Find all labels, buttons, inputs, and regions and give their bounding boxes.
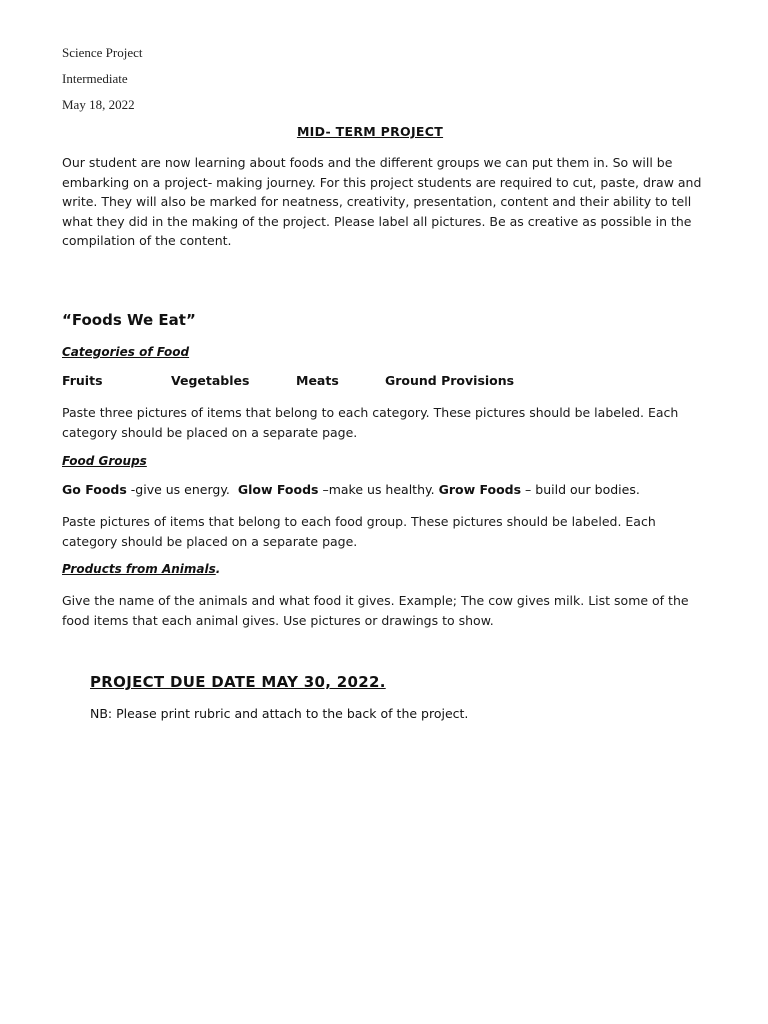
categories-instruction: Paste three pictures of items that belong to each category. These pictures should be labeled. Each category should be placed on a separate page. xyxy=(62,405,679,440)
food-groups-heading: Food Groups xyxy=(62,454,147,468)
document-title: MID- TERM PROJECT xyxy=(296,124,444,139)
categories-heading: Categories of Food xyxy=(62,345,190,359)
intro-paragraph: Our student are now learning about foods and the different groups we can put them in. So will be embarking on a project- making journey. For this project students are required to cut, paste, draw and write. They will also be marked for neatness, creativity, presentation, content and their ability to tell what they did in the making of the project. Please label all pictures. Be as creative as possible in the compilation of the content. xyxy=(62,155,702,248)
category-item-ground-provisions: Ground Provisions xyxy=(385,373,515,388)
go-foods-label: Go Foods xyxy=(62,482,127,497)
go-foods-text: -give us energy. xyxy=(126,482,238,497)
grow-foods-text: – build our bodies. xyxy=(521,482,640,497)
foods-heading: “Foods We Eat” xyxy=(62,311,196,329)
grow-foods-label: Grow Foods xyxy=(438,482,522,497)
date-line: May 18, 2022 xyxy=(62,97,135,112)
animal-products-instruction: Give the name of the animals and what food it gives. Example; The cow gives milk. List some of the food items that each animal gives. Use pictures or drawings to show. xyxy=(62,593,689,628)
rubric-note: NB: Please print rubric and attach to the back of the project. xyxy=(90,706,469,721)
food-groups-line xyxy=(62,482,640,497)
subject-line: Science Project xyxy=(62,45,143,60)
category-item-fruits: Fruits xyxy=(62,373,103,388)
animal-products-heading-suffix: . xyxy=(215,562,221,576)
level-line: Intermediate xyxy=(62,71,128,86)
animal-products-heading: Products from Animals xyxy=(62,562,216,576)
category-item-meats: Meats xyxy=(296,373,339,388)
animal-products-heading-wrap xyxy=(62,562,220,576)
category-item-vegetables: Vegetables xyxy=(171,373,250,388)
food-groups-instruction: Paste pictures of items that belong to each food group. These pictures should be labeled. Each category should be placed on a separate page. xyxy=(62,514,656,549)
due-date-banner: PROJECT DUE DATE MAY 30, 2022. xyxy=(90,673,386,691)
glow-foods-text: –make us healthy. xyxy=(318,482,439,497)
glow-foods-label: Glow Foods xyxy=(237,482,319,497)
